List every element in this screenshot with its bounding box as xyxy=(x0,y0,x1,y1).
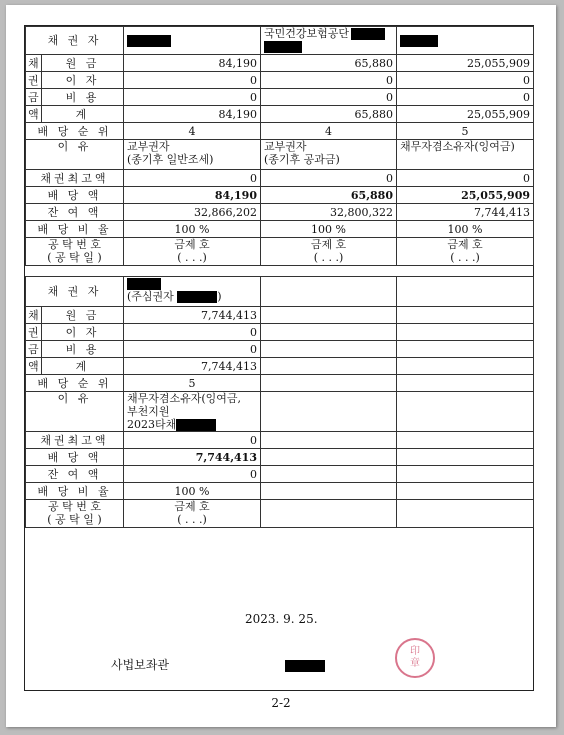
table-row: 배 당 순 위 4 4 5 xyxy=(26,123,534,140)
interest-label: 이 자 xyxy=(42,72,124,89)
table-row: 배 당 비 율 100 % 100 % 100 % xyxy=(26,221,534,238)
total-label: 계 xyxy=(42,106,124,123)
table-row: 권 이 자 0 xyxy=(26,324,534,341)
table-row: 액 계 7,744,413 xyxy=(26,358,534,375)
document-frame xyxy=(24,25,534,691)
table-row: 이 유 채무자겸소유자(잉여금, 부천지원 2023타채 xyxy=(26,392,534,432)
rank-label: 배 당 순 위 xyxy=(26,123,124,140)
table-row: 배 당 액 7,744,413 xyxy=(26,449,534,466)
principal-label: 원 금 xyxy=(42,55,124,72)
costs-label: 비 용 xyxy=(42,89,124,106)
creditor-label: 채 권 자 xyxy=(26,27,124,55)
table-row: 공 탁 번 호 ( 공 탁 일 ) 금제 호 ( . . .) xyxy=(26,500,534,528)
table-row: 채권최고액 0 xyxy=(26,432,534,449)
deposit-label: 공 탁 번 호 ( 공 탁 일 ) xyxy=(26,238,124,266)
page-number: 2-2 xyxy=(271,696,291,710)
max-claim-label: 채권최고액 xyxy=(26,170,124,187)
document-page xyxy=(6,5,556,727)
table-row: 잔 여 액 32,866,202 32,800,322 7,744,413 xyxy=(26,204,534,221)
table-row: 액 계 84,190 65,880 25,055,909 xyxy=(26,106,534,123)
table-row: 금 비 용 0 0 0 xyxy=(26,89,534,106)
official-title: 사법보좌관 xyxy=(111,656,325,673)
official-seal-icon: 印 章 xyxy=(395,638,435,678)
redacted-creditor xyxy=(124,27,261,55)
table-row: 배 당 순 위 5 xyxy=(26,375,534,392)
distribution-table xyxy=(25,26,534,528)
table-row: 배 당 액 84,190 65,880 25,055,909 xyxy=(26,187,534,204)
ratio-label: 배 당 비 율 xyxy=(26,221,124,238)
creditor-name: 국민건강보험공단 xyxy=(261,27,397,55)
table-spacer xyxy=(26,266,534,277)
table-row xyxy=(26,277,534,307)
table-row xyxy=(26,27,534,55)
table-row: 채권최고액 0 0 0 xyxy=(26,170,534,187)
table-row: 채 원 금 7,744,413 xyxy=(26,307,534,324)
table-row: 공 탁 번 호 ( 공 탁 일 ) 금제 호 ( . . .) 금제 호 ( . . .) 금제 호 ( . . .) xyxy=(26,238,534,266)
table-row: 이 유 교부권자 (종기후 일반조세) 교부권자 (종기후 공과금) 채무자겸소유자(잉여금) xyxy=(26,140,534,170)
redacted-creditor xyxy=(397,27,534,55)
table-row: 배 당 비 율 100 % xyxy=(26,483,534,500)
creditor-label: 채 권 자 xyxy=(26,277,124,307)
remaining-label: 잔 여 액 xyxy=(26,204,124,221)
creditor-name: (주심권자 ) xyxy=(124,277,261,307)
document-date: 2023. 9. 25. xyxy=(245,612,318,626)
dividend-label: 배 당 액 xyxy=(26,187,124,204)
table-row: 금 비 용 0 xyxy=(26,341,534,358)
table-row: 권 이 자 0 0 0 xyxy=(26,72,534,89)
table-row: 채 원 금 84,190 65,880 25,055,909 xyxy=(26,55,534,72)
table-row: 잔 여 액 0 xyxy=(26,466,534,483)
reason-label: 이 유 xyxy=(26,140,124,170)
